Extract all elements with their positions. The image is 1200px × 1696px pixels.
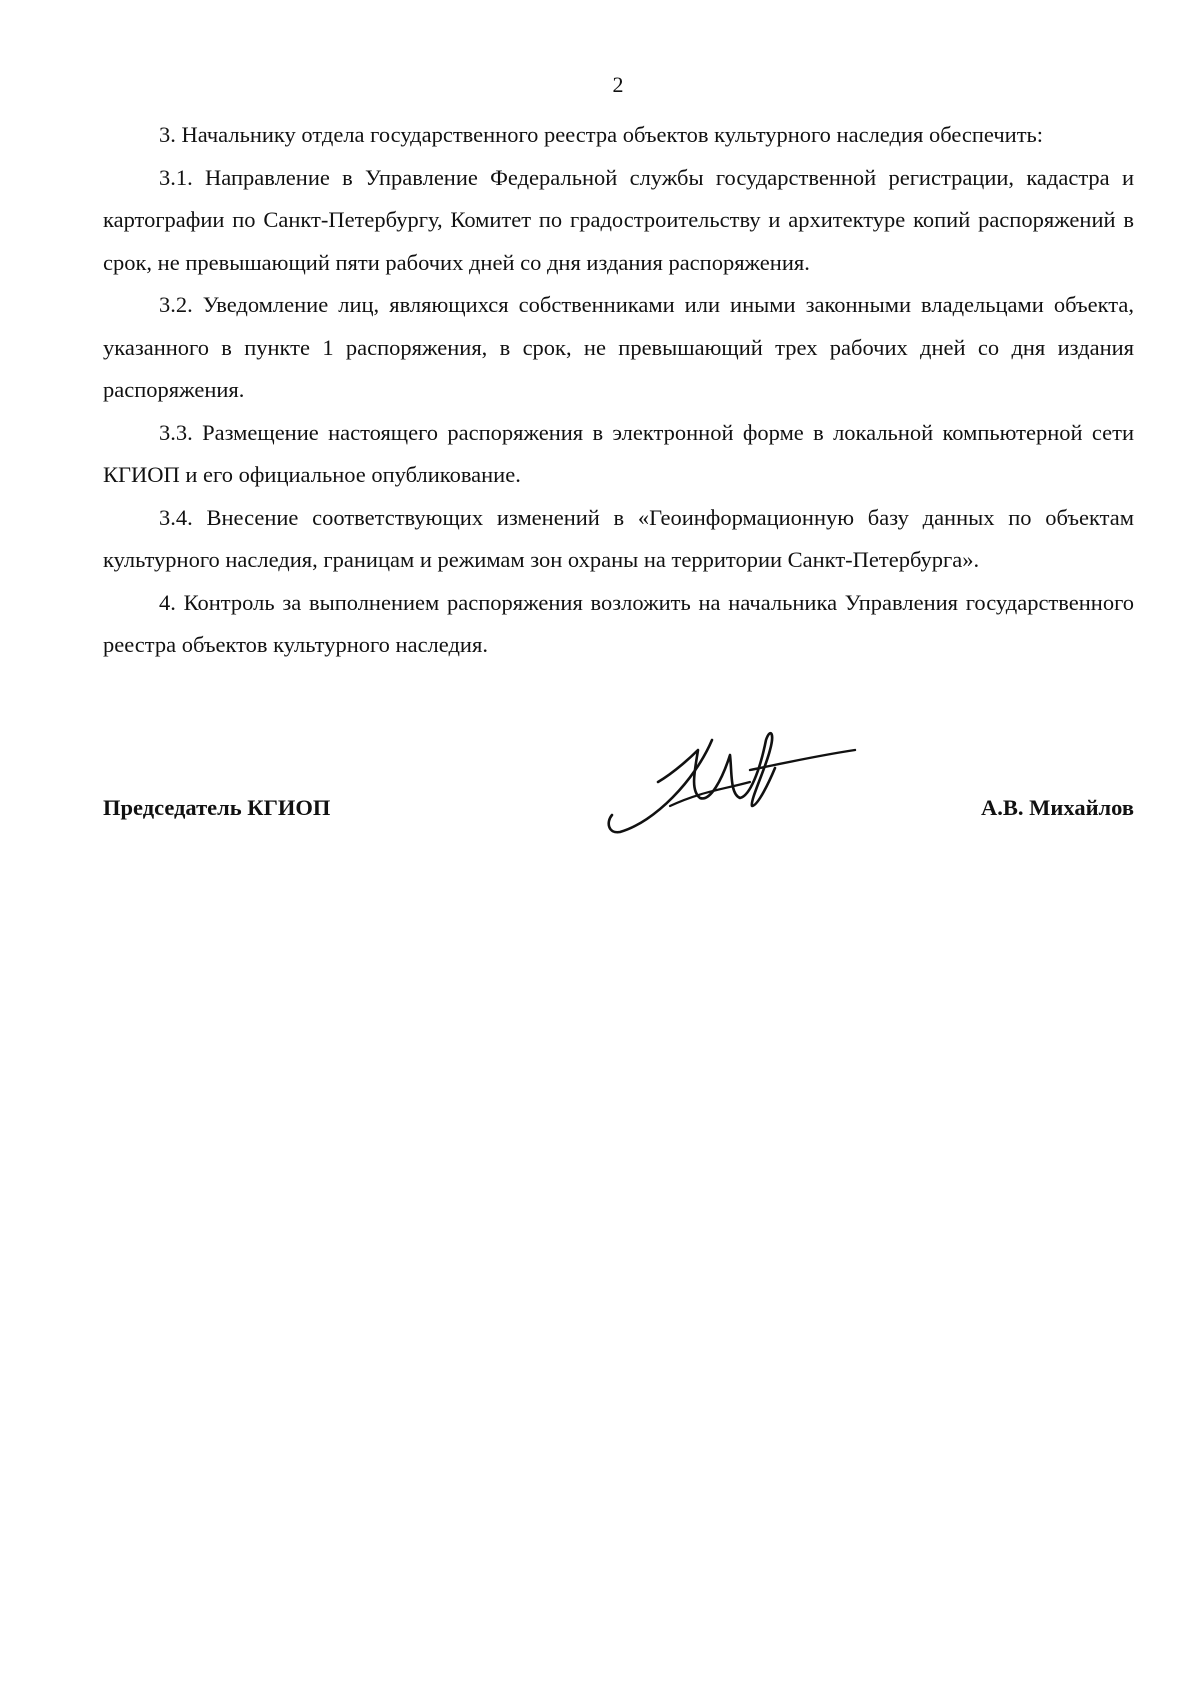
paragraph-3: 3. Начальнику отдела государственного реестра объектов культурного наследия обеспечить:: [159, 122, 1044, 147]
page-number: 2: [612, 72, 624, 97]
signature-block: [103, 795, 1134, 827]
paragraph-3-1: 3.1. Направление в Управление Федеральной службы государственной регистрации, кадастра и картографии по Санкт-Петербургу, Комитет по градостроительству и архитектуре копий распоряжений в срок, не превышающий пяти рабочих дней со дня издания распоряжения.: [103, 164, 1134, 275]
paragraph-3-2: 3.2. Уведомление лиц, являющихся собственниками или иными законными владельцами объекта, указанного в пункте 1 распоряжения, в срок, не превышающий трех рабочих дней со дня издания распоряжения.: [103, 292, 1134, 402]
signatory-title: Председатель КГИОП: [103, 795, 331, 820]
paragraph-3-3: 3.3. Размещение настоящего распоряжения в электронной форме в локальной компьютерной сети КГИОП и его официальное опубликование.: [103, 419, 1134, 487]
paragraph-3-4: 3.4. Внесение соответствующих изменений в «Геоинформационную базу данных по объектам культурного наследия, границам и режимам зон охраны на территории Санкт-Петербурга».: [103, 504, 1134, 572]
document-body: [103, 114, 1134, 667]
signatory-name: А.В. Михайлов: [981, 795, 1134, 820]
paragraph-4: 4. Контроль за выполнением распоряжения возложить на начальника Управления государственного реестра объектов культурного наследия.: [103, 589, 1134, 657]
